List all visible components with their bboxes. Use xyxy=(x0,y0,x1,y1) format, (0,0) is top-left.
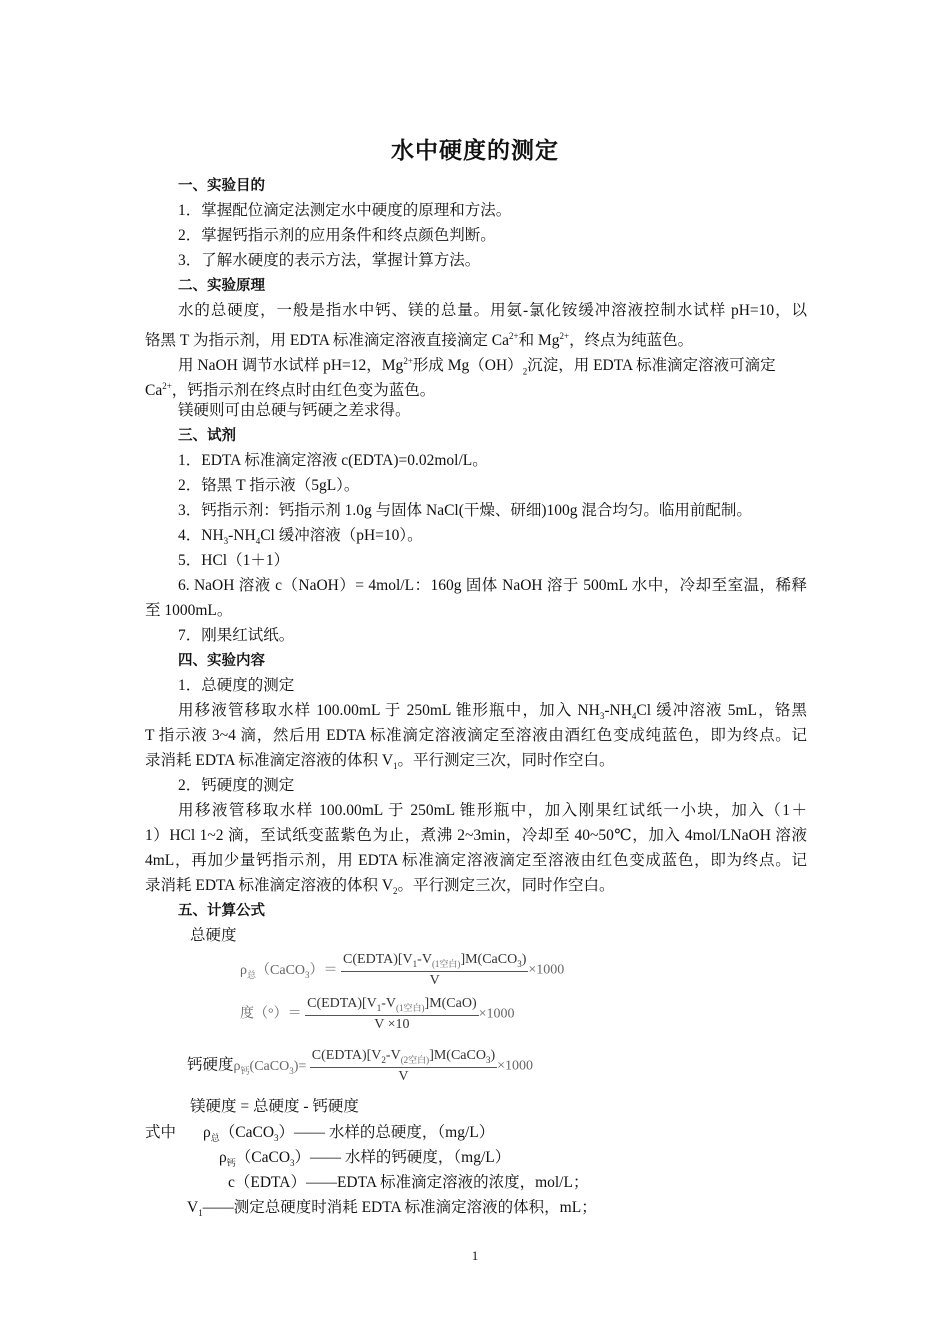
procedure-para-2-line-4: 录消耗 EDTA 标准滴定溶液的体积 $V_2$。平行测定三次，同时作空白。 xyxy=(145,877,615,897)
formula-3-tail: ×1000 xyxy=(497,1058,534,1074)
principle-para-1-line-1: 水的总硬度，一般是指水中钙、镁的总量。用氨-氯化铵缓冲溶液控制水试样 pH=10，以 xyxy=(178,302,807,319)
reagent-2: 2．铬黑 T 指示液（5gL）。 xyxy=(178,477,360,494)
reagent-6-line-2: 至 1000mL。 xyxy=(145,602,233,619)
formula-3-lhs: $\rho_钙(CaCO_3)=$ xyxy=(233,1058,307,1076)
purpose-item-2: 2．掌握钙指示剂的应用条件和终点颜色判断。 xyxy=(178,227,496,244)
procedure-para-1-line-2: T 指示液 3~4 滴，然后用 EDTA 标准滴定溶液滴定至溶液由酒红色变成纯蓝色，即为终点。记 xyxy=(145,727,807,744)
section-heading-procedure: 四、实验内容 xyxy=(178,653,265,669)
principle-para-2-line-2: $Ca^{2+}$，钙指示剂在终点时由红色变为蓝色。 xyxy=(145,381,436,400)
formula-3-label: 钙硬度 xyxy=(187,1056,234,1074)
formula-2-tail: ×1000 xyxy=(478,1006,515,1022)
magnesium-hardness-line: 镁硬度 = 总硬度 - 钙硬度 xyxy=(190,1098,359,1115)
procedure-para-2-line-3: 4mL，再加少量钙指示剂，用 EDTA 标准滴定溶液滴定至溶液由红色变成蓝色，即为终点。记 xyxy=(145,852,807,869)
reagent-1: 1．EDTA 标准滴定溶液 c(EDTA)=0.02mol/L。 xyxy=(178,452,488,469)
principle-para-3: 镁硬则可由总硬与钙硬之差求得。 xyxy=(178,402,411,419)
formula-2-numerator: $C(EDTA)[V_1-V_{(1空白)}]M(CaO)$ xyxy=(305,996,479,1016)
principle-para-2-line-1: 用 NaOH 调节水试样 pH=12，$Mg^{2+}$形成 $Mg(OH)_2$沉淀，用 EDTA 标准滴定溶液可滴定 xyxy=(178,356,776,377)
reagent-6-line-1: 6. NaOH 溶液 c（NaOH）= 4mol/L：160g 固体 NaOH 溶于 500mL 水中，冷却至室温，稀释 xyxy=(178,577,807,594)
formula-3-fraction xyxy=(310,1048,497,1085)
purpose-item-3: 3．了解水硬度的表示方法，掌握计算方法。 xyxy=(178,252,481,269)
procedure-para-2-line-1: 用移液管移取水样 100.00mL 于 250mL 锥形瓶中，加入刚果红试纸一小块，加入（1＋ xyxy=(178,802,807,819)
principle-para-1-line-2: 铬黑 T 为指示剂，用 EDTA 标准滴定溶液直接滴定 $Ca^{2+}$和 $Mg^{2+}$，终点为纯蓝色。 xyxy=(145,331,694,350)
reagent-3: 3．钙指示剂：钙指示剂 1.0g 与固体 NaCl(干燥、研细)100g 混合均匀。临用前配制。 xyxy=(178,502,752,519)
formula-2-lhs: 度（°）＝ xyxy=(240,1006,302,1022)
formula-1-fraction xyxy=(341,952,528,989)
formula-3-numerator: $C(EDTA)[V_2-V_{(2空白)}]M(CaCO_3)$ xyxy=(310,1048,497,1068)
formula-1-numerator: $C(EDTA)[V_1-V_{(1空白)}]M(CaCO_3)$ xyxy=(341,952,528,972)
section-heading-reagents: 三、试剂 xyxy=(178,428,236,444)
formula-1-lhs: $\rho_总(CaCO_3)=$ xyxy=(240,962,338,980)
page-number: 1 xyxy=(471,1248,479,1263)
formula-calcium-hardness xyxy=(187,1048,533,1085)
procedure-para-1-line-1: 用移液管移取水样 100.00mL 于 250mL 锥形瓶中，加入 $NH_3-NH_4Cl$ 缓冲溶液 5mL，铬黑 xyxy=(178,702,807,722)
reagent-4: 4．$NH_3-NH_4Cl$ 缓冲溶液（pH=10）。 xyxy=(178,527,423,547)
reagent-7: 7．刚果红试纸。 xyxy=(178,627,295,644)
definition-calcium-hardness: $\rho_钙(CaCO_3)——$ 水样的钙硬度，（mg/L） xyxy=(219,1149,511,1169)
formula-total-hardness xyxy=(240,952,564,989)
formula-1-denominator: V xyxy=(429,972,440,988)
definition-v1: $V_1——$测定总硬度时消耗 EDTA 标准滴定溶液的体积，mL； xyxy=(187,1199,597,1219)
reagent-5: 5．HCl（1＋1） xyxy=(178,552,290,569)
formula-2-fraction xyxy=(305,996,479,1033)
section-heading-formulas: 五、计算公式 xyxy=(178,903,265,919)
where-label: 式中 xyxy=(145,1124,177,1141)
procedure-para-1-line-3: 录消耗 EDTA 标准滴定溶液的体积 $V_1$。平行测定三次，同时作空白。 xyxy=(145,752,615,772)
definition-edta-concentration: c（EDTA）——EDTA 标准滴定溶液的浓度，mol/L； xyxy=(228,1174,589,1191)
formula-degree-hardness xyxy=(240,996,515,1033)
section-heading-principle: 二、实验原理 xyxy=(178,278,265,294)
formula-3-denominator: V xyxy=(398,1068,409,1084)
formula-1-tail: ×1000 xyxy=(528,962,565,978)
procedure-para-2-line-2: 1）HCl 1~2 滴，至试纸变蓝紫色为止，煮沸 2~3min，冷却至 40~50℃，加入 4mol/LNaOH 溶液 xyxy=(145,827,807,844)
procedure-sub-1: 1．总硬度的测定 xyxy=(178,677,295,694)
definition-total-hardness: $\rho_总(CaCO_3)——$ 水样的总硬度，（mg/L） xyxy=(203,1124,495,1144)
formula-2-denominator: V ×10 xyxy=(374,1016,410,1032)
purpose-item-1: 1．掌握配位滴定法测定水中硬度的原理和方法。 xyxy=(178,202,512,219)
section-heading-purpose: 一、实验目的 xyxy=(178,178,265,194)
total-hardness-label: 总硬度 xyxy=(190,927,237,944)
page-title: 水中硬度的测定 xyxy=(391,138,559,164)
procedure-sub-2: 2．钙硬度的测定 xyxy=(178,777,295,794)
